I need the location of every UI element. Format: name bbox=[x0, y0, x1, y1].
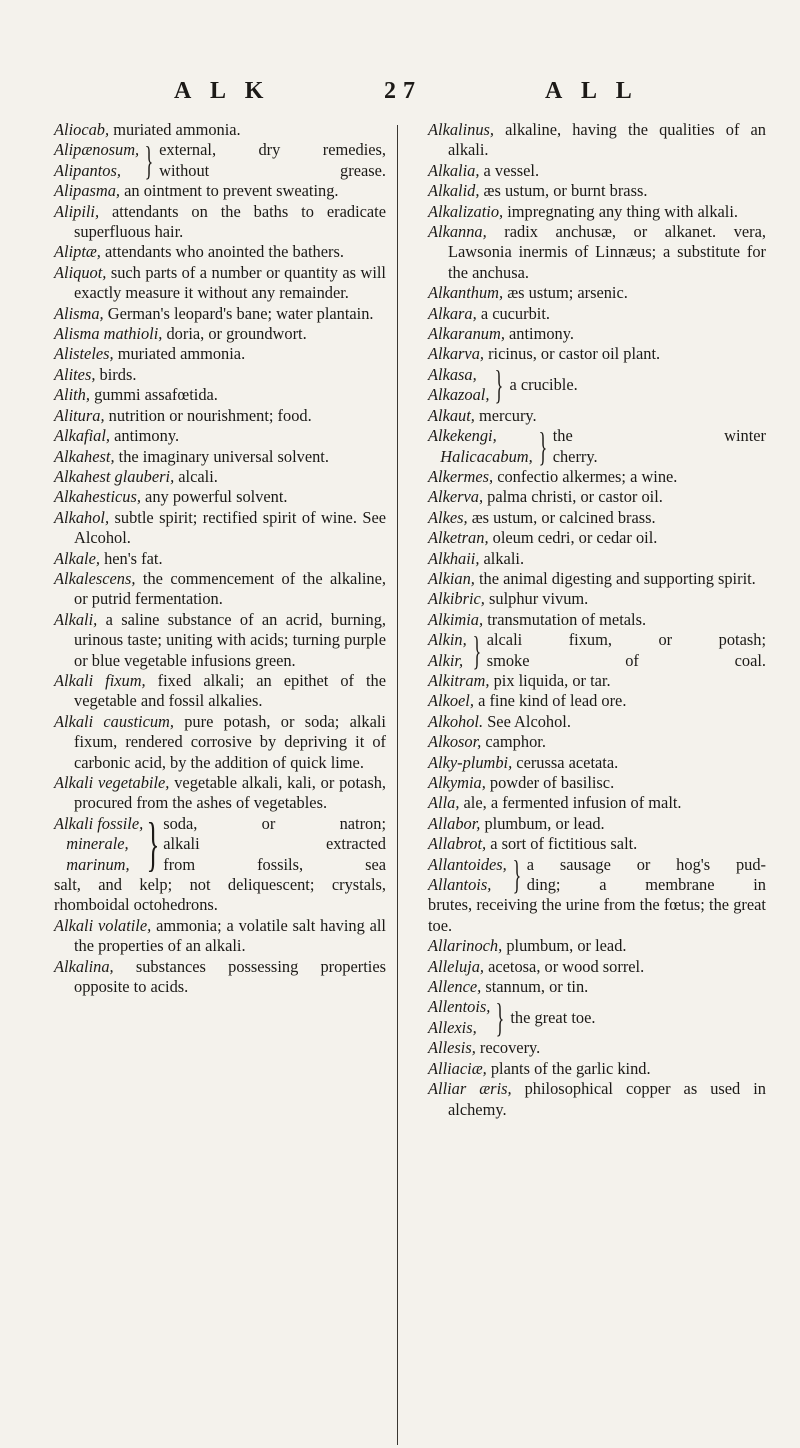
headword: Alkali fossile, bbox=[54, 813, 144, 833]
dictionary-entry bbox=[428, 344, 766, 364]
headword: Allantoides, bbox=[428, 854, 507, 874]
dictionary-entry bbox=[428, 161, 766, 181]
dictionary-entry bbox=[428, 202, 766, 222]
dictionary-entry bbox=[428, 549, 766, 569]
brace-mark: } bbox=[146, 811, 160, 878]
definition bbox=[159, 140, 386, 181]
dictionary-entry bbox=[54, 263, 386, 304]
definition: such parts of a number or quantity as will exactly measure it without any remainder. bbox=[74, 262, 386, 303]
definition: pix liquida, or tar. bbox=[489, 670, 611, 690]
definition: radix anchusæ, or alkanet. vera, Lawsonia inermis of Linnæus; a substitute for the anchusa. bbox=[448, 222, 766, 282]
page-number: 27 bbox=[384, 78, 422, 104]
headword: Alkahest glauberi, bbox=[54, 466, 175, 486]
definition: æs ustum, or calcined brass. bbox=[467, 507, 656, 527]
definition: philosophical copper as used in alchemy. bbox=[448, 1079, 766, 1119]
headword: Allabrot, bbox=[428, 834, 487, 854]
brace-mark: } bbox=[495, 362, 504, 408]
headword: Alkaranum, bbox=[428, 324, 505, 344]
headword-stack bbox=[428, 365, 489, 406]
dictionary-entry bbox=[428, 834, 766, 854]
headword: Alipantos, bbox=[54, 160, 121, 180]
headword: Halicacabum, bbox=[428, 446, 533, 466]
dictionary-entry bbox=[54, 773, 386, 814]
running-head bbox=[0, 78, 800, 108]
headword: Alkalizatio, bbox=[428, 201, 504, 221]
dictionary-entry bbox=[428, 753, 766, 773]
definition: attendants who anointed the bathers. bbox=[100, 242, 344, 262]
definition bbox=[510, 997, 766, 1038]
headword: Alkale, bbox=[54, 548, 100, 568]
definition: any powerful solvent. bbox=[140, 487, 288, 507]
headword: Alipasma, bbox=[54, 181, 121, 201]
definition: antimony. bbox=[504, 324, 574, 344]
definition: a saline substance of an acrid, burning, urinous taste; uniting with acids; turning purple or blue vegetable infusions green. bbox=[74, 609, 386, 670]
dictionary-entry bbox=[428, 1079, 766, 1120]
dictionary-entry bbox=[428, 222, 766, 283]
running-head-left: A L K bbox=[174, 78, 271, 104]
brace-row bbox=[428, 362, 766, 408]
entry-group bbox=[428, 627, 766, 673]
definition: cerussa acetata. bbox=[512, 752, 619, 772]
definition: camphor. bbox=[481, 732, 546, 752]
definition: a fine kind of lead ore. bbox=[473, 691, 627, 711]
definition: gummi assafœtida. bbox=[89, 385, 218, 405]
headword: Alkir, bbox=[428, 650, 464, 670]
headword: Alkimia, bbox=[428, 609, 484, 629]
headword: Alkin, bbox=[428, 630, 467, 650]
headword: Alkian, bbox=[428, 568, 475, 588]
dictionary-entry bbox=[54, 712, 386, 773]
definition: doria, or groundwort. bbox=[162, 324, 307, 344]
definition-line: cherry. bbox=[552, 446, 598, 466]
headword: minerale, bbox=[54, 834, 129, 854]
dictionary-entry bbox=[54, 324, 386, 344]
definition: birds. bbox=[95, 364, 137, 384]
headword: Alkalescens, bbox=[54, 568, 136, 588]
headword: Alisma, bbox=[54, 303, 104, 323]
brace-row bbox=[428, 852, 766, 898]
definition: hen's fat. bbox=[99, 548, 163, 568]
definition: a cucurbit. bbox=[476, 303, 550, 323]
definition: nutrition or nourishment; food. bbox=[104, 405, 312, 425]
headword: Alkali causticum, bbox=[54, 711, 174, 731]
definition: impregnating any thing with alkali. bbox=[503, 201, 739, 221]
headword: Alkohol. bbox=[428, 711, 484, 731]
definition: plants of the garlic kind. bbox=[486, 1058, 651, 1078]
definition bbox=[163, 814, 386, 875]
headword: Alisma mathioli, bbox=[54, 324, 163, 344]
headword: Alkaut, bbox=[428, 405, 475, 425]
headword: Aliocab, bbox=[54, 120, 110, 139]
definition: fixed alkali; an epithet of the vegetable and fossil alkalies. bbox=[74, 670, 386, 711]
headword: Alkalina, bbox=[54, 956, 114, 976]
definition-line: ding; a membrane in bbox=[526, 875, 766, 895]
dictionary-entry bbox=[428, 936, 766, 956]
headword-stack bbox=[54, 140, 139, 181]
left-column bbox=[54, 120, 386, 997]
dictionary-entry bbox=[54, 549, 386, 569]
headword: Alkasa, bbox=[428, 364, 477, 384]
headword: Alipænosum, bbox=[54, 140, 140, 160]
dictionary-entry bbox=[428, 957, 766, 977]
dictionary-entry bbox=[428, 712, 766, 732]
headword: Alkalia, bbox=[428, 160, 480, 180]
definition-line: alcali fixum, or potash; bbox=[486, 630, 766, 650]
right-column bbox=[428, 120, 766, 1120]
dictionary-entry bbox=[428, 732, 766, 752]
definition-line: a sausage or hog's pud- bbox=[526, 854, 766, 874]
definition-line: the great toe. bbox=[510, 1007, 596, 1027]
dictionary-entry bbox=[54, 467, 386, 487]
brace-mark: } bbox=[144, 137, 154, 183]
headword: Alitura, bbox=[54, 405, 105, 425]
dictionary-entry bbox=[428, 671, 766, 691]
headword: Alkahol, bbox=[54, 507, 110, 527]
headword: Alkalid, bbox=[428, 181, 480, 201]
dictionary-entry bbox=[54, 957, 386, 998]
definition: sulphur vivum. bbox=[484, 589, 589, 609]
headword: Allarinoch, bbox=[428, 936, 503, 956]
running-head-right: A L L bbox=[545, 78, 639, 104]
definition bbox=[487, 630, 766, 671]
dictionary-entry bbox=[428, 691, 766, 711]
definition-line: alkali extracted bbox=[163, 834, 386, 854]
headword: Allence, bbox=[428, 977, 482, 997]
dictionary-entry bbox=[54, 120, 386, 140]
headword: Alky-plumbi, bbox=[428, 752, 513, 772]
headword: Allesis, bbox=[428, 1038, 476, 1058]
brace-row bbox=[428, 423, 766, 469]
headword: Alkali vegetabile, bbox=[54, 773, 170, 792]
headword: Alkoel, bbox=[428, 691, 474, 711]
definition: plumbum, or lead. bbox=[480, 813, 605, 833]
definition: oleum cedri, or cedar oil. bbox=[488, 528, 658, 548]
dictionary-entry bbox=[428, 181, 766, 201]
definition: antimony. bbox=[110, 426, 180, 446]
headword: Alkahest, bbox=[54, 446, 115, 466]
headword: Alkazoal, bbox=[428, 385, 490, 405]
brace-mark: } bbox=[472, 627, 482, 673]
dictionary-entry bbox=[54, 385, 386, 405]
definition: alkaline, having the qualities of an alkali. bbox=[448, 120, 766, 160]
column-divider bbox=[397, 125, 398, 1445]
dictionary-entry bbox=[428, 1038, 766, 1058]
headword: Alkali, bbox=[54, 609, 98, 629]
entry-group bbox=[428, 994, 766, 1040]
dictionary-entry bbox=[54, 610, 386, 671]
dictionary-entry bbox=[428, 773, 766, 793]
dictionary-entry bbox=[54, 569, 386, 610]
definition: German's leopard's bane; water plantain. bbox=[103, 303, 374, 323]
definition: an ointment to prevent sweating. bbox=[120, 181, 339, 201]
definition: a vessel. bbox=[479, 160, 540, 180]
definition: æs ustum; arsenic. bbox=[503, 283, 628, 303]
headword: Allabor, bbox=[428, 813, 481, 833]
headword: Alkymia, bbox=[428, 773, 486, 792]
dictionary-entry bbox=[54, 304, 386, 324]
headword: Aliquot, bbox=[54, 262, 107, 282]
entry-group bbox=[54, 811, 386, 916]
definition-continued: brutes, receiving the urine from the fœtus; the great toe. bbox=[428, 895, 766, 935]
definition: recovery. bbox=[475, 1038, 541, 1058]
headword-stack bbox=[54, 814, 143, 875]
definition-line: smoke of coal. bbox=[486, 650, 766, 670]
headword: Alkibric, bbox=[428, 589, 485, 609]
definition: alcali. bbox=[174, 466, 218, 486]
headword-stack bbox=[428, 630, 467, 671]
dictionary-entry bbox=[428, 793, 766, 813]
dictionary-entry bbox=[428, 508, 766, 528]
headword: Alliar æris, bbox=[428, 1079, 512, 1099]
brace-row bbox=[428, 994, 766, 1040]
dictionary-entry bbox=[54, 365, 386, 385]
definition bbox=[527, 855, 766, 896]
definition bbox=[553, 426, 766, 467]
dictionary-entry bbox=[54, 406, 386, 426]
dictionary-entry bbox=[54, 487, 386, 507]
headword-stack bbox=[428, 997, 490, 1038]
dictionary-entry bbox=[428, 467, 766, 487]
headword-stack bbox=[428, 855, 507, 896]
definition: muriated ammonia. bbox=[113, 344, 246, 364]
dictionary-entry bbox=[428, 589, 766, 609]
headword: Alites, bbox=[54, 364, 96, 384]
headword: Alleluja, bbox=[428, 956, 484, 976]
definition: substances possessing properties opposite to acids. bbox=[74, 956, 386, 997]
headword: Alketran, bbox=[428, 528, 489, 548]
definition: the animal digesting and supporting spirit. bbox=[474, 568, 756, 588]
dictionary-entry bbox=[428, 569, 766, 589]
dictionary-entry bbox=[54, 202, 386, 243]
definition-continued: salt, and kelp; not deliquescent; crystals, rhomboidal octohedrons. bbox=[54, 875, 386, 915]
definition: palma christi, or castor oil. bbox=[483, 487, 663, 507]
definition: æs ustum, or burnt brass. bbox=[479, 181, 648, 201]
headword-stack bbox=[428, 426, 533, 467]
entry-group bbox=[428, 852, 766, 937]
headword: Allentois, bbox=[428, 997, 491, 1017]
definition: muriated ammonia. bbox=[109, 120, 241, 139]
headword: Alipili, bbox=[54, 201, 100, 221]
definition: acetosa, or wood sorrel. bbox=[484, 956, 645, 976]
definition: plumbum, or lead. bbox=[502, 936, 627, 956]
definition: confectio alkermes; a wine. bbox=[493, 466, 678, 486]
headword: Alkafial, bbox=[54, 426, 110, 446]
definition: subtle spirit; rectified spirit of wine. See Alcohol. bbox=[74, 507, 386, 548]
dictionary-entry bbox=[54, 508, 386, 549]
headword: Allantois, bbox=[428, 875, 492, 895]
dictionary-entry bbox=[428, 120, 766, 161]
headword: Alkitram, bbox=[428, 670, 490, 690]
dictionary-entry bbox=[428, 528, 766, 548]
definition-line: the winter bbox=[552, 426, 766, 446]
definition: See Alcohol. bbox=[483, 711, 571, 731]
headword: Alkara, bbox=[428, 303, 477, 323]
headword: Alisteles, bbox=[54, 344, 114, 364]
headword: Alliaciæ, bbox=[428, 1058, 487, 1078]
headword: Alkekengi, bbox=[428, 426, 497, 446]
headword: Alkarva, bbox=[428, 344, 484, 364]
definition: the imaginary universal solvent. bbox=[114, 446, 329, 466]
definition: alkali. bbox=[479, 548, 525, 568]
headword: Alla, bbox=[428, 793, 460, 813]
definition-line: soda, or natron; bbox=[163, 813, 386, 833]
definition: attendants on the baths to eradicate superfluous hair. bbox=[74, 201, 386, 242]
headword: Alkanthum, bbox=[428, 283, 504, 303]
headword: Alkahesticus, bbox=[54, 487, 141, 507]
headword: Alkalinus, bbox=[428, 120, 495, 139]
entry-group bbox=[428, 362, 766, 408]
headword: Alkhaii, bbox=[428, 548, 480, 568]
definition: mercury. bbox=[474, 405, 537, 425]
brace-mark: } bbox=[512, 852, 522, 898]
dictionary-entry bbox=[428, 977, 766, 997]
definition: vegetable alkali, kali, or potash, procured from the ashes of vegetables. bbox=[74, 773, 386, 813]
definition: ammonia; a volatile salt having all the properties of an alkali. bbox=[74, 915, 386, 956]
dictionary-entry bbox=[54, 344, 386, 364]
definition: powder of basilisc. bbox=[485, 773, 615, 792]
definition bbox=[509, 365, 766, 406]
brace-mark: } bbox=[538, 423, 548, 469]
dictionary-entry bbox=[428, 814, 766, 834]
headword: Alkermes, bbox=[428, 466, 494, 486]
definition-line: without grease. bbox=[159, 160, 386, 180]
dictionary-entry bbox=[428, 283, 766, 303]
dictionary-entry bbox=[54, 426, 386, 446]
dictionary-entry bbox=[54, 916, 386, 957]
headword: Alith, bbox=[54, 385, 90, 405]
headword: Alkali fixum, bbox=[54, 670, 146, 690]
dictionary-entry bbox=[428, 487, 766, 507]
brace-row bbox=[54, 811, 386, 878]
headword: Alkanna, bbox=[428, 222, 487, 242]
definition: the commencement of the alkaline, or putrid fermentation. bbox=[74, 568, 386, 609]
brace-mark: } bbox=[496, 994, 505, 1040]
entry-group bbox=[54, 137, 386, 183]
definition: ricinus, or castor oil plant. bbox=[483, 344, 661, 364]
dictionary-entry bbox=[428, 304, 766, 324]
dictionary-entry bbox=[54, 242, 386, 262]
dictionary-entry bbox=[54, 671, 386, 712]
headword: Alkerva, bbox=[428, 487, 484, 507]
definition-line: from fossils, sea bbox=[163, 854, 386, 874]
definition: a sort of fictitious salt. bbox=[486, 834, 638, 854]
headword: marinum, bbox=[54, 854, 130, 874]
definition-line: a crucible. bbox=[509, 375, 578, 395]
dictionary-entry bbox=[54, 447, 386, 467]
headword: Allexis, bbox=[428, 1017, 477, 1037]
headword: Alkali volatile, bbox=[54, 915, 152, 935]
definition: ale, a fermented infusion of malt. bbox=[459, 793, 682, 813]
headword: Alkes, bbox=[428, 507, 468, 527]
dictionary-entry bbox=[428, 406, 766, 426]
definition: stannum, or tin. bbox=[481, 977, 589, 997]
headword: Aliptæ, bbox=[54, 242, 101, 262]
definition: pure potash, or soda; alkali fixum, rendered corrosive by depriving it of carbonic acid, by the addition of quick lime. bbox=[74, 711, 386, 772]
dictionary-entry bbox=[428, 324, 766, 344]
dictionary-entry bbox=[428, 1059, 766, 1079]
entry-group bbox=[428, 423, 766, 469]
dictionary-entry bbox=[54, 181, 386, 201]
headword: Alkosor, bbox=[428, 732, 482, 752]
definition: transmutation of metals. bbox=[483, 609, 647, 629]
definition-line: external, dry remedies, bbox=[159, 140, 386, 160]
brace-row bbox=[428, 627, 766, 673]
brace-row bbox=[54, 137, 386, 183]
